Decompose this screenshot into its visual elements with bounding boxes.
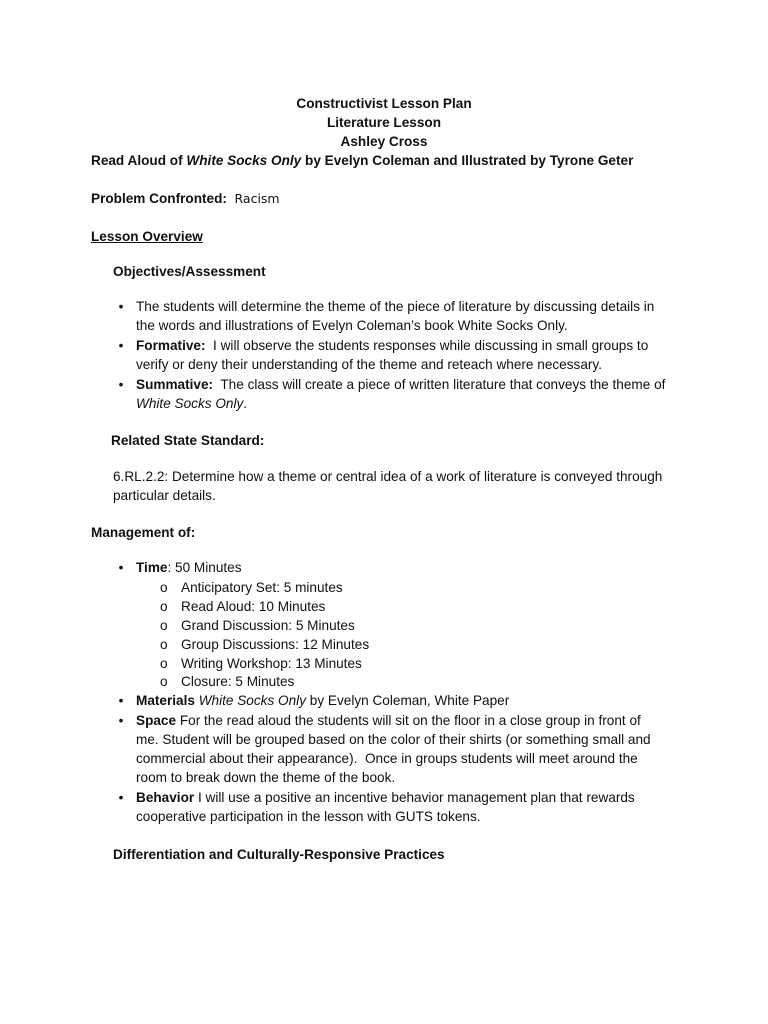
- objective-bullet-1: The students will determine the theme of the piece of literature by discussing details in the words and illustrations of Evelyn Coleman’s book White Socks Only.: [136, 299, 655, 333]
- read-aloud-line: Read Aloud of White Socks Only by Evelyn Coleman and Illustrated by Tyrone Geter: [91, 153, 634, 168]
- doc-subtitle: Literature Lesson: [326, 115, 442, 130]
- bullet-marker: •: [118, 713, 124, 728]
- objectives-heading: Objectives/Assessment: [113, 264, 266, 279]
- bullet-marker: •: [118, 299, 124, 314]
- differentiation-heading: Differentiation and Culturally-Responsive Practices: [113, 847, 445, 862]
- doc-author: Ashley Cross: [340, 134, 428, 149]
- bullet-marker: •: [118, 693, 124, 708]
- bullet-marker: •: [118, 377, 124, 392]
- bullet-marker: •: [118, 560, 124, 575]
- sub-bullet-marker: o: [160, 637, 168, 652]
- problem-label: Problem Confronted:: [91, 191, 227, 206]
- problem-value: Racism: [234, 191, 280, 206]
- time-item: Grand Discussion: 5 Minutes: [181, 618, 355, 633]
- behavior-bullet: Behavior I will use a positive an incentive behavior management plan that rewards cooperative participation in the lesson with GUTS tokens.: [136, 790, 635, 824]
- time-item: Writing Workshop: 13 Minutes: [181, 656, 362, 671]
- lesson-overview-heading: Lesson Overview: [91, 229, 203, 244]
- sub-bullet-marker: o: [160, 599, 168, 614]
- summative-bullet: Summative: The class will create a piece of written literature that conveys the theme of White Socks Only.: [136, 377, 666, 411]
- time-bullet: Time: 50 Minutes: [136, 560, 242, 575]
- time-item: Closure: 5 Minutes: [181, 674, 295, 689]
- sub-bullet-marker: o: [160, 656, 168, 671]
- time-item: Group Discussions: 12 Minutes: [181, 637, 370, 652]
- time-item: Anticipatory Set: 5 minutes: [181, 580, 343, 595]
- bullet-marker: •: [118, 338, 124, 353]
- state-standard-heading: Related State Standard:: [111, 433, 265, 448]
- time-item: Read Aloud: 10 Minutes: [181, 599, 326, 614]
- formative-bullet: Formative: I will observe the students responses while discussing in small groups to verify or deny their understanding of the theme and reteach where necessary.: [136, 338, 649, 372]
- sub-bullet-marker: o: [160, 674, 168, 689]
- problem-confronted: [91, 189, 280, 208]
- sub-bullet-marker: o: [160, 618, 168, 633]
- state-standard-text: 6.RL.2.2: Determine how a theme or central idea of a work of literature is conveyed through particular details.: [113, 469, 663, 503]
- bullet-marker: •: [118, 790, 124, 805]
- sub-bullet-marker: o: [160, 580, 168, 595]
- doc-title: Constructivist Lesson Plan: [296, 96, 472, 111]
- space-bullet: Space For the read aloud the students will sit on the floor in a close group in front of me. Student will be grouped based on the color of their shirts (or something small and commercial about their appearance). Once in groups students will meet around the room to break down the theme of the book.: [136, 713, 651, 785]
- book-title: White Socks Only: [186, 153, 302, 168]
- management-heading: Management of:: [91, 525, 196, 540]
- materials-bullet: Materials White Socks Only by Evelyn Coleman, White Paper: [136, 693, 510, 708]
